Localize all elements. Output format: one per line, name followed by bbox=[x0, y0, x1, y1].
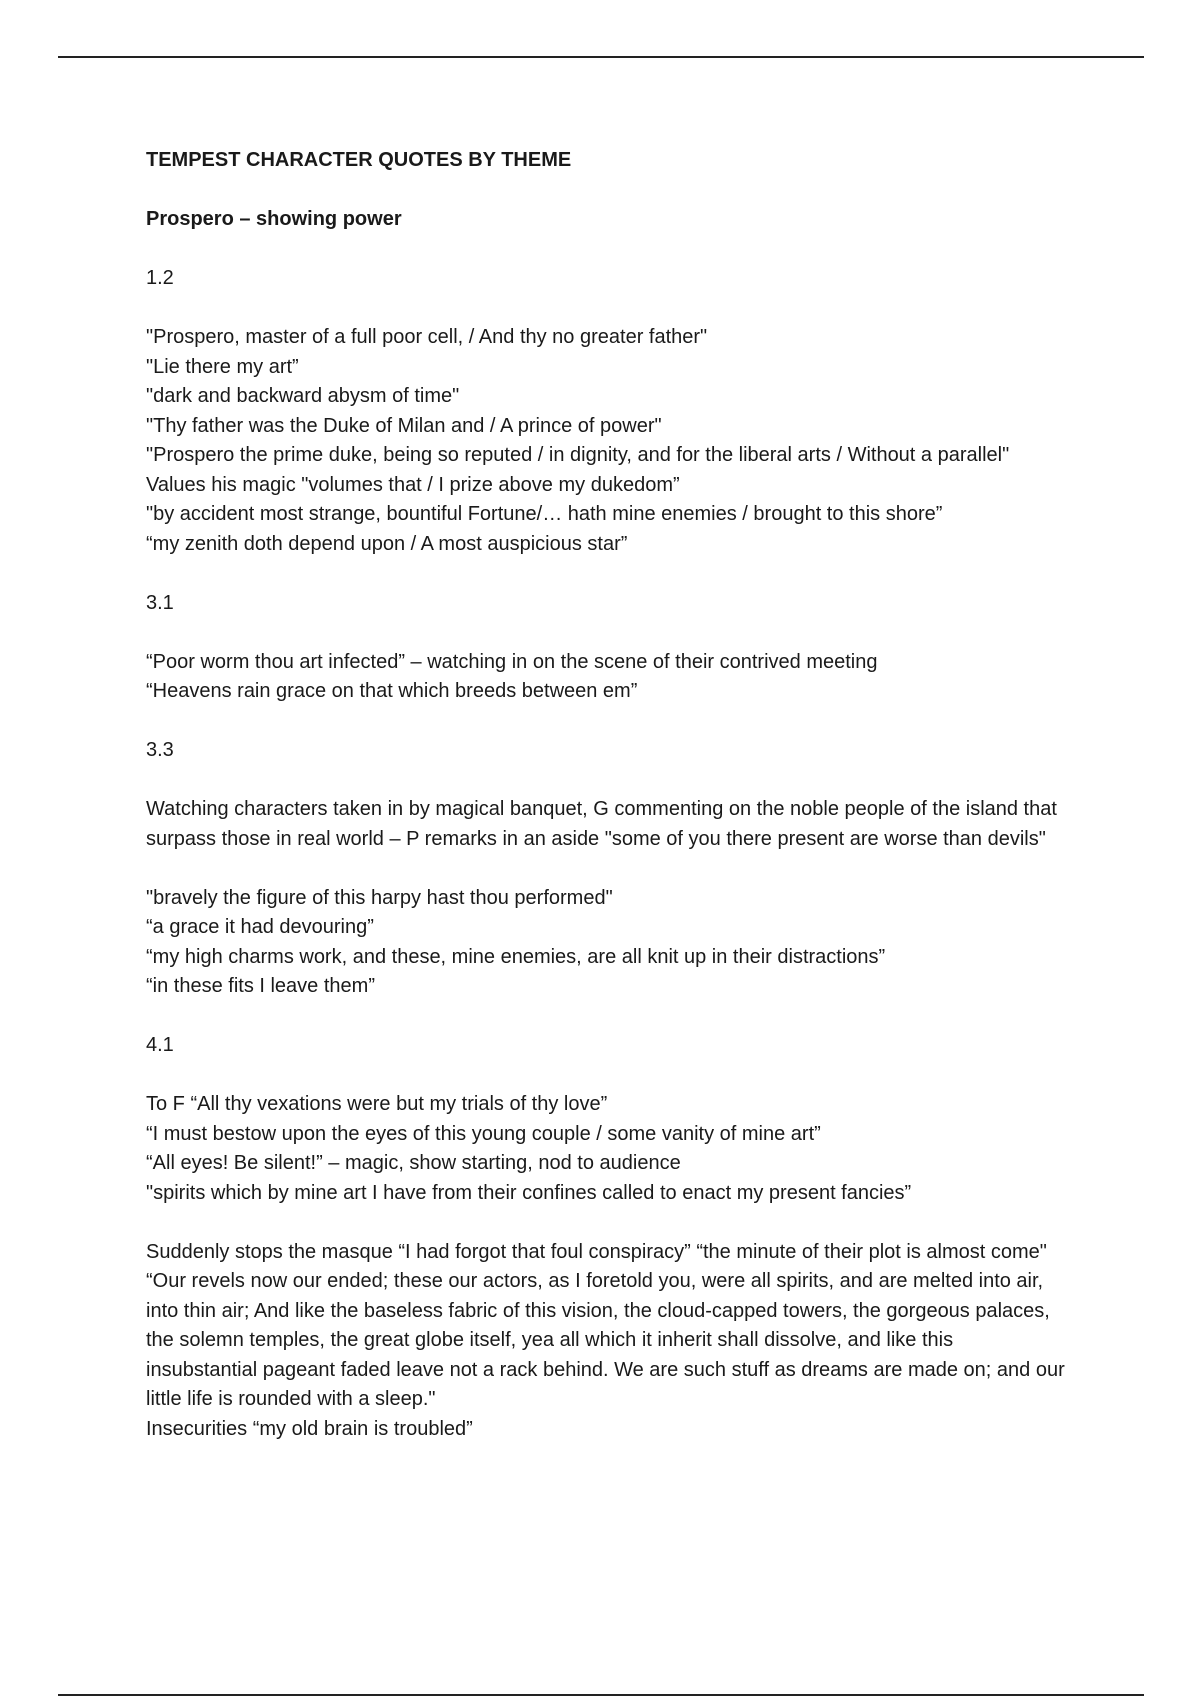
quote-line: “All eyes! Be silent!” – magic, show starting, nod to audience bbox=[146, 1152, 681, 1174]
scene-sections bbox=[146, 264, 1066, 1444]
quote-block bbox=[146, 1238, 1066, 1445]
quote-line: “Poor worm thou art infected” – watching in on the scene of their contrived meeting bbox=[146, 650, 878, 673]
quote-line: Watching characters taken in by magical banquet, G commenting on the noble people of the island that surpass those in real world – P remarks in an aside "some of you there present are worse than devils" bbox=[146, 798, 1057, 850]
quote-block bbox=[146, 1090, 1066, 1208]
quote-block bbox=[146, 795, 1066, 854]
quote-line: “my high charms work, and these, mine enemies, are all knit up in their distractions” bbox=[146, 945, 886, 968]
quote-line: "dark and backward abysm of time" bbox=[146, 385, 460, 407]
quote-line: "Thy father was the Duke of Milan and / A prince of power" bbox=[146, 414, 662, 437]
quote-line: "bravely the figure of this harpy hast thou performed" bbox=[146, 886, 613, 909]
scene-number: 3.1 bbox=[146, 591, 174, 614]
quote-line: “a grace it had devouring” bbox=[146, 916, 374, 938]
section-heading: Prospero – showing power bbox=[146, 208, 402, 230]
scene-number: 3.3 bbox=[146, 739, 174, 761]
quote-line: "Lie there my art” bbox=[146, 355, 299, 378]
document-title: TEMPEST CHARACTER QUOTES BY THEME bbox=[146, 149, 572, 171]
quote-line: “in these fits I leave them” bbox=[146, 975, 375, 997]
quote-block bbox=[146, 648, 1066, 707]
quote-line: To F “All thy vexations were but my trials of thy love” bbox=[146, 1093, 608, 1115]
scene-number: 1.2 bbox=[146, 267, 174, 289]
quote-line: "Prospero, master of a full poor cell, / And thy no greater father" bbox=[146, 326, 708, 348]
scene-number: 4.1 bbox=[146, 1034, 174, 1056]
quote-line: “I must bestow upon the eyes of this young couple / some vanity of mine art” bbox=[146, 1122, 821, 1145]
quote-block bbox=[146, 323, 1066, 559]
top-rule bbox=[58, 56, 1144, 58]
bottom-rule bbox=[58, 1694, 1144, 1696]
quote-block bbox=[146, 884, 1066, 1002]
quote-line: "by accident most strange, bountiful Fortune/… hath mine enemies / brought to this shore” bbox=[146, 503, 943, 525]
quote-line: Insecurities “my old brain is troubled” bbox=[146, 1417, 473, 1440]
document-body bbox=[146, 146, 1066, 1474]
quote-line: Values his magic "volumes that / I prize above my dukedom” bbox=[146, 473, 680, 496]
quote-line: "spirits which by mine art I have from their confines called to enact my present fancies” bbox=[146, 1181, 912, 1204]
quote-line: "Prospero the prime duke, being so reputed / in dignity, and for the liberal arts / Without a parallel" bbox=[146, 444, 1010, 466]
quote-line: Suddenly stops the masque “I had forgot that foul conspiracy” “the minute of their plot is almost come" bbox=[146, 1240, 1047, 1263]
quote-line: “my zenith doth depend upon / A most auspicious star” bbox=[146, 532, 628, 555]
quote-line: “Our revels now our ended; these our actors, as I foretold you, were all spirits, and are melted into air, into thin air; And like the baseless fabric of this vision, the cloud-capped towers, the gorgeous palaces, the solemn temples, the great globe itself, yea all which it inherit shall dissolve, and like this insubstantial pageant faded leave not a rack behind. We are such stuff as dreams are made on; and our little life is rounded with a sleep." bbox=[146, 1270, 1065, 1410]
quote-line: “Heavens rain grace on that which breeds between em” bbox=[146, 680, 638, 702]
